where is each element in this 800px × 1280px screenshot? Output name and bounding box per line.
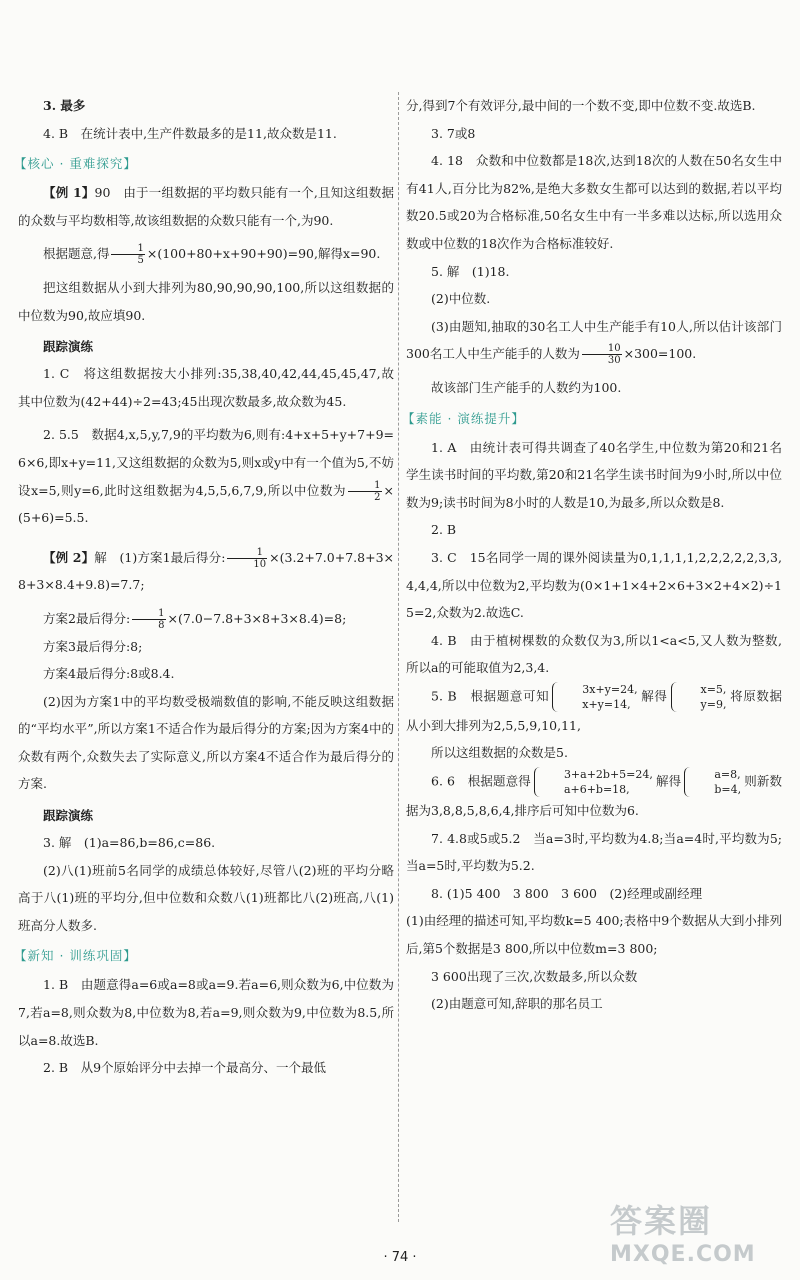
equation-system: 3+a+2b+5=24, a+6+b=18,: [534, 767, 653, 797]
example-1-answer: 【例 1】90 由于一组数据的平均数只能有一个,且知这组数据的众数与平均数相等,故该组数据的众数只能有一个,为90.: [18, 185, 394, 228]
answer-4: 4. B 在统计表中,生产件数最多的是11,故众数是11.: [43, 125, 337, 141]
new-1: 1. B 由题意得a=6或a=8或a=9.若a=6,则众数为6,中位数为7,若a=8,则众数为8,中位数为8,若a=9,则众数为9,中位数为8.5,所以a=8.故选B.: [18, 977, 394, 1048]
answer-3: 3. 最多: [43, 98, 86, 113]
new-5-part-3: (3)由题知,抽取的30名工人中生产能手有10人,所以估计该部门300名工人中生产能手的人数为 $\frac{10}{30}$ ×300=100.: [406, 318, 782, 367]
ability-3: 3. C 15名同学一周的课外阅读量为0,1,1,1,1,2,2,2,2,2,3,3,4,4,4,所以中位数为2,平均数为(0×1+1×4+2×6+3×2+4×2)÷15=2,众数为2.故选C.: [406, 549, 782, 621]
equation-system: a=8, b=4,: [684, 767, 741, 797]
new-5-part-1: 5. 解 (1)18.: [431, 263, 510, 279]
fraction: $\frac{1}{10}$: [227, 547, 267, 570]
fraction: $\frac{1}{2}$: [348, 480, 381, 503]
practice-1: 1. C 将这组数据按大小排列:35,38,40,42,44,45,45,47,故其中位数为(42+44)÷2=43;45出现次数最多,故众数为45.: [18, 366, 394, 409]
practice-2: 2. 5.5 数据4,x,5,y,7,9的平均数为6,则有:4+x+5+y+7+9=6×6,即x+y=11,又这组数据的众数为5,则x或y中有一个值为5,不妨设x=5,则y=6,此时这组数据为4,5,5,6,7,9,所以中位数为 $\frac{1}{2}$ ×(5+6)=5.5.: [18, 427, 394, 526]
example-1-conclusion: 把这组数据从小到大排列为80,90,90,90,100,所以这组数据的中位数为90,故应填90.: [18, 279, 394, 323]
ability-8-part-2: (1)由经理的描述可知,平均数k=5 400;表格中9个数据从大到小排列后,第5个数据是3 800,所以中位数m=3 800;: [406, 913, 782, 957]
fraction: $\frac{1}{5}$: [111, 243, 144, 266]
fraction: $\frac{1}{8}$: [132, 608, 165, 631]
example-1-equation: 根据题意,得 $\frac{1}{5}$ ×(100+80+x+90+90)=90,解得x=90.: [43, 243, 381, 267]
ability-7: 7. 4.8或5或5.2 当a=3时,平均数为4.8;当a=4时,平均数为5;当a=5时,平均数为5.2.: [406, 830, 782, 874]
new-4: 4. 18 众数和中位数都是18次,达到18次的人数在50名女生中有41人,百分比为82%,是绝大多数女生都可以达到的数据,若以平均数20.5或20为合格标准,50名女生中有一半多难以达标,所以选用众数或中位数的18次作为合格标准较好.: [406, 153, 782, 251]
example-2-label: 【例 2】: [43, 549, 95, 565]
ability-4: 4. B 由于植树棵数的众数仅为3,所以1<a<5,又人数为整数,所以a的可能取值为2,3,4.: [406, 632, 782, 676]
ability-1: 1. A 由统计表可得共调查了40名学生,中位数为第20和21名学生读书时间的平均数,第20和21名学生读书时间为9小时,所以中位数为9;读书时间为8小时的人数是10,为最多,所以众数是8.: [406, 439, 782, 510]
ability-8-part-3: 3 600出现了三次,次数最多,所以众数: [431, 968, 638, 984]
ability-2: 2. B: [431, 522, 457, 538]
example-2-plan-3: 方案3最后得分:8;: [43, 638, 143, 654]
section-heading-ability: 【素能 · 演练提升】: [402, 410, 525, 426]
fraction: $\frac{10}{30}$: [582, 343, 622, 366]
equation-system: 3x+y=24, x+y=14,: [552, 682, 637, 712]
new-5-conclusion: 故该部门生产能手的人数约为100.: [431, 379, 622, 395]
subheading-practice-2: 跟踪演练: [43, 808, 94, 824]
section-heading-new: 【新知 · 训练巩固】: [14, 948, 137, 964]
example-1-label: 【例 1】: [43, 185, 95, 201]
example-2-plan-4: 方案4最后得分:8或8.4.: [43, 666, 175, 682]
example-2-part-1: 【例 2】解 (1)方案1最后得分: $\frac{1}{10}$ ×(3.2+7.0+7.8+3×8+3×8.4+9.8)=7.7;: [18, 546, 394, 593]
example-2-plan-2: 方案2最后得分: $\frac{1}{8}$ ×(7.0−7.8+3×8+3×8.4)=8;: [43, 607, 347, 631]
example-2-part-2: (2)因为方案1中的平均数受极端数值的影响,不能反映这组数据的“平均水平”,所以方案1不适合作为最后得分的方案;因为方案4中的众数有两个,众数失去了实际意义,所以方案4不适合作为最后得分的方案.: [18, 693, 394, 792]
section-heading-core: 【核心 · 重难探究】: [14, 156, 137, 172]
new-5-part-2: (2)中位数.: [431, 291, 491, 307]
new-2-continued: 分,得到7个有效评分,最中间的一个数不变,即中位数不变.故选B.: [406, 98, 756, 113]
new-2: 2. B 从9个原始评分中去掉一个最高分、一个最低: [43, 1060, 327, 1076]
subheading-practice-1: 跟踪演练: [43, 339, 94, 355]
right-column: [402, 92, 782, 1018]
ability-8-part-1: 8. (1)5 400 3 800 3 600 (2)经理或副经理: [431, 885, 703, 901]
left-column: [14, 92, 394, 1082]
ability-6: 6. 6 根据题意得 3+a+2b+5=24, a+6+b=18, 解得 a=8, b=4, 则新数据为3,8,8,5,8,6,4,排序后可知中位数为6.: [406, 768, 782, 819]
new-3: 3. 7或8: [431, 125, 476, 141]
ability-5: 5. B 根据题意可知 3x+y=24, x+y=14, 解得 x=5, y=9, 将原数据从小到大排列为2,5,5,9,10,11,: [406, 682, 782, 733]
watermark-logo: 答案圈 MXQE.COM: [610, 1202, 756, 1267]
equation-system: x=5, y=9,: [671, 682, 727, 712]
page-number: · 74 ·: [383, 1250, 417, 1265]
column-divider: [398, 92, 400, 1222]
ability-5-conclusion: 所以这组数据的众数是5.: [431, 745, 568, 761]
ability-8-part-4: (2)由题意可知,辞职的那名员工: [431, 996, 603, 1012]
practice-3-part-2: (2)八(1)班前5名同学的成绩总体较好,尽管八(2)班的平均分略高于八(1)班的平均分,但中位数和众数八(1)班都比八(2)班高,八(1)班高分人数多.: [18, 862, 394, 933]
practice-3-part-1: 3. 解 (1)a=86,b=86,c=86.: [43, 835, 216, 851]
